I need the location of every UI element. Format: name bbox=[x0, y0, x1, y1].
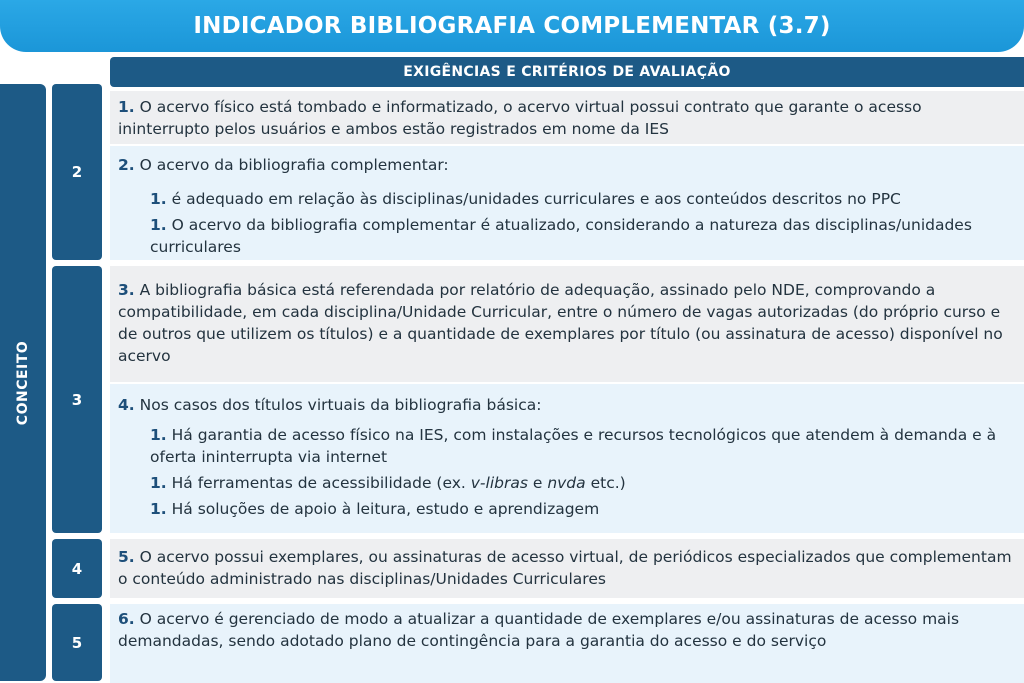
level-3-cell bbox=[52, 266, 102, 533]
criterion-4-sub-2 bbox=[118, 472, 1014, 494]
sub-number: 1. bbox=[150, 190, 167, 208]
criterion-row-5 bbox=[110, 539, 1024, 598]
concept-column bbox=[0, 84, 46, 681]
page-title: INDICADOR BIBLIOGRAFIA COMPLEMENTAR (3.7) bbox=[193, 13, 831, 39]
criterion-1-text: O acervo físico está tombado e informatizado, o acervo virtual possui contrato que garante o acesso ininterrupto pelos usuários e ambos estão registrados em nome da IES bbox=[118, 98, 922, 138]
sub-text: e bbox=[527, 474, 548, 492]
sub-number: 1. bbox=[150, 426, 167, 444]
sub-text: O acervo da bibliografia complementar é atualizado, considerando a natureza das disciplinas/unidades curriculares bbox=[150, 216, 972, 256]
level-3-number: 3 bbox=[71, 390, 83, 409]
sub-text-italic: nvda bbox=[547, 474, 586, 492]
level-4-number: 4 bbox=[71, 559, 83, 578]
criterion-3 bbox=[118, 279, 1014, 367]
level-4-cell bbox=[52, 539, 102, 598]
sub-number: 1. bbox=[150, 500, 167, 518]
criterion-3-number: 3. bbox=[118, 281, 135, 299]
criterion-3-text: A bibliografia básica está referendada por relatório de adequação, assinado pelo NDE, comprovando a compatibilidade, em cada disciplina/Unidade Curricular, entre o número de vagas autorizadas (do próprio curso e de outros que utilizem os títulos) e a quantidade de exemplares por título (ou assinatura de acesso) disponível no acervo bbox=[118, 281, 1003, 365]
title-banner bbox=[0, 0, 1024, 52]
sub-text: etc.) bbox=[585, 474, 626, 492]
criterion-1 bbox=[118, 96, 1014, 140]
requirements-header bbox=[110, 57, 1024, 87]
criterion-1-number: 1. bbox=[118, 98, 135, 116]
sub-text: é adequado em relação às disciplinas/unidades curriculares e aos conteúdos descritos no PPC bbox=[166, 190, 901, 208]
sub-number: 1. bbox=[150, 474, 167, 492]
criterion-2-sub-1 bbox=[118, 188, 1014, 210]
criterion-row-2 bbox=[110, 146, 1024, 260]
sub-text: Há ferramentas de acessibilidade (ex. bbox=[166, 474, 471, 492]
criterion-6 bbox=[118, 608, 1014, 652]
concept-label: CONCEITO bbox=[15, 340, 31, 425]
level-2-number: 2 bbox=[71, 163, 83, 181]
sub-text-italic: v-libras bbox=[470, 474, 528, 492]
criterion-row-4 bbox=[110, 384, 1024, 533]
criterion-row-3 bbox=[110, 266, 1024, 382]
criterion-2-text: O acervo da bibliografia complementar: bbox=[134, 156, 449, 174]
criterion-4-number: 4. bbox=[118, 396, 135, 414]
criterion-5-text: O acervo possui exemplares, ou assinaturas de acesso virtual, de periódicos especializados que complementam o conteúdo administrado nas disciplinas/Unidades Curriculares bbox=[118, 548, 1012, 588]
criterion-4-text: Nos casos dos títulos virtuais da bibliografia básica: bbox=[134, 396, 542, 414]
level-5-number: 5 bbox=[71, 633, 83, 652]
criterion-4 bbox=[118, 394, 1014, 416]
level-2-cell bbox=[52, 84, 102, 260]
criterion-2 bbox=[118, 154, 1014, 176]
criterion-6-text: O acervo é gerenciado de modo a atualizar a quantidade de exemplares e/ou assinaturas de acesso mais demandadas, sendo adotado plano de contingência para a garantia do acesso e do serviço bbox=[118, 610, 960, 650]
criterion-5 bbox=[118, 546, 1014, 590]
criterion-2-number: 2. bbox=[118, 156, 135, 174]
criterion-2-sub-2 bbox=[118, 214, 1014, 258]
criterion-4-sub-3 bbox=[118, 498, 1014, 520]
criterion-row-6 bbox=[110, 604, 1024, 683]
criterion-6-number: 6. bbox=[118, 610, 135, 628]
level-5-cell bbox=[52, 604, 102, 681]
criterion-row-1 bbox=[110, 91, 1024, 144]
criterion-5-number: 5. bbox=[118, 548, 135, 566]
criterion-4-sub-1 bbox=[118, 424, 1014, 468]
requirements-header-label: EXIGÊNCIAS E CRITÉRIOS DE AVALIAÇÃO bbox=[403, 64, 731, 80]
sub-number: 1. bbox=[150, 216, 167, 234]
sub-text: Há garantia de acesso físico na IES, com instalações e recursos tecnológicos que atendem à demanda e à oferta ininterrupta via internet bbox=[150, 426, 997, 466]
sub-text: Há soluções de apoio à leitura, estudo e aprendizagem bbox=[166, 500, 600, 518]
